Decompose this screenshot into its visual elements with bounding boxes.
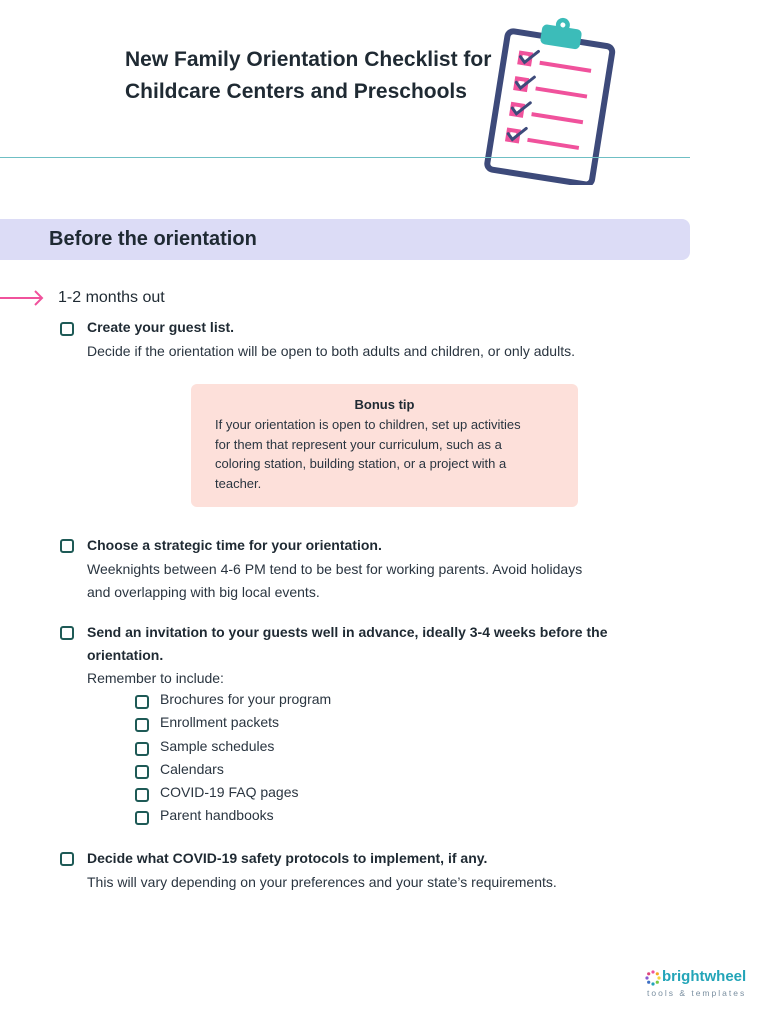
page-title: New Family Orientation Checklist for Childcare Centers and Preschools [125,48,492,103]
timeframe-label: 1-2 months out [58,289,165,306]
bonus-tip-line: coloring station, building station, or a project with a [215,456,507,471]
checkbox-send-invitation[interactable] [60,626,74,640]
item-title-guest-list: Create your guest list. [87,319,235,335]
header-divider [0,157,690,158]
sub-item-label: Brochures for your program [160,691,332,707]
arrow-right-icon [0,288,46,308]
clipboard-checklist-icon [476,10,626,185]
item-text-covid-protocols: This will vary depending on your preferences and your state’s requirements. [87,874,557,890]
item-text-send-invitation: Remember to include: [87,670,224,686]
bonus-tip-line: If your orientation is open to children, set up activities [215,417,521,432]
section-title: Before the orientation [49,228,257,250]
brightwheel-logo-icon [645,970,661,986]
bonus-tip-line: teacher. [215,475,262,491]
sub-item-label: Calendars [160,760,224,777]
checkbox-covid-faq[interactable] [135,788,149,802]
checkbox-calendars[interactable] [135,765,149,779]
sub-item-label: Sample schedules [160,737,275,754]
checkbox-enrollment-packets[interactable] [135,718,149,732]
item-text-strategic-time-line2: and overlapping with big local events. [87,584,320,600]
bonus-tip-title: Bonus tip [354,397,415,412]
bonus-tip-box [191,384,578,507]
brand-tagline: tools & templates [647,988,747,998]
checkbox-strategic-time[interactable] [60,539,74,553]
checkbox-covid-protocols[interactable] [60,852,74,866]
checkbox-brochures[interactable] [135,695,149,709]
bonus-tip-text [215,415,560,493]
checkbox-parent-handbooks[interactable] [135,811,149,825]
bonus-tip-line: for them that represent your curriculum, such as a [215,436,502,452]
item-title-covid-protocols: Decide what COVID-19 safety protocols to implement, if any. [87,850,488,866]
sub-item-label: COVID-19 FAQ pages [160,784,299,801]
sub-item-label: Parent handbooks [160,807,274,824]
sub-item-label: Enrollment packets [160,714,280,731]
section-header [0,219,690,260]
item-text-guest-list: Decide if the orientation will be open to both adults and children, or only adults. [87,343,575,359]
checkbox-sample-schedules[interactable] [135,742,149,756]
item-title-send-invitation-line1: Send an invitation to your guests well in advance, ideally 3-4 weeks before the [87,624,608,640]
checkbox-guest-list[interactable] [60,322,74,336]
item-title-send-invitation-line2: orientation. [87,647,164,663]
brightwheel-logo [645,968,755,1002]
item-text-strategic-time-line1: Weeknights between 4-6 PM tend to be best for working parents. Avoid holidays [87,561,583,577]
item-title-strategic-time: Choose a strategic time for your orientation. [87,537,382,553]
brand-name: brightwheel [662,968,747,985]
